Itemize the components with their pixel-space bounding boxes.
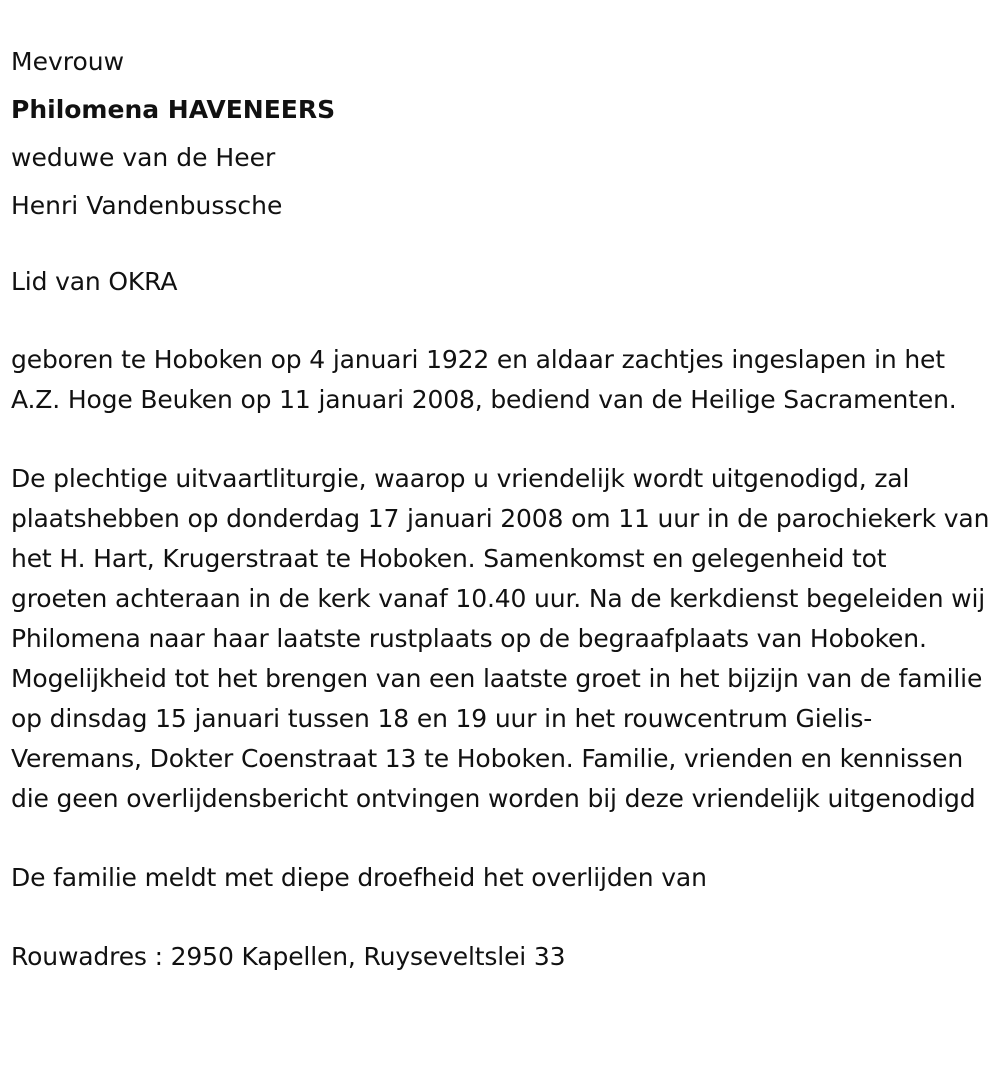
funeral-paragraph: De plechtige uitvaartliturgie, waarop u vriendelijk wordt uitgenodigd, zal plaatshebben op donderdag 17 januari 2008 om 11 uur in de parochiekerk van het H. Hart, Krugerstraat te Hoboken. Samenkomst en gelegenheid tot groeten achteraan in de kerk vanaf 10.40 uur. Na de kerkdienst begeleiden wij Philomena naar haar laatste rustplaats op de begraafplaats van Hoboken. Mogelijkheid tot het brengen van een laatste groet in het bijzijn van de familie op dinsdag 15 januari tussen 18 en 19 uur in het rouwcentrum Gielis-Veremans, Dokter Coenstraat 13 te Hoboken. Familie, vrienden en kennissen die geen overlijdensbericht ontvingen worden bij deze vriendelijk uitgenodigd (11, 464, 990, 813)
announcement-text: De familie meldt met diepe droefheid het overlijden van (11, 863, 707, 892)
birth-death-paragraph: geboren te Hoboken op 4 januari 1922 en aldaar zachtjes ingeslapen in het A.Z. Hoge Beuken op 11 januari 2008, bediend van de Heilige Sacramenten. (11, 345, 957, 414)
spouse-name: Henri Vandenbussche (11, 191, 283, 220)
mourning-address: Rouwadres : 2950 Kapellen, Ruyseveltslei 33 (11, 942, 566, 971)
salutation: Mevrouw (11, 47, 125, 76)
membership-text: Lid van OKRA (11, 267, 178, 296)
relation-text: weduwe van de Heer (11, 143, 276, 172)
deceased-name: Philomena HAVENEERS (11, 95, 336, 124)
